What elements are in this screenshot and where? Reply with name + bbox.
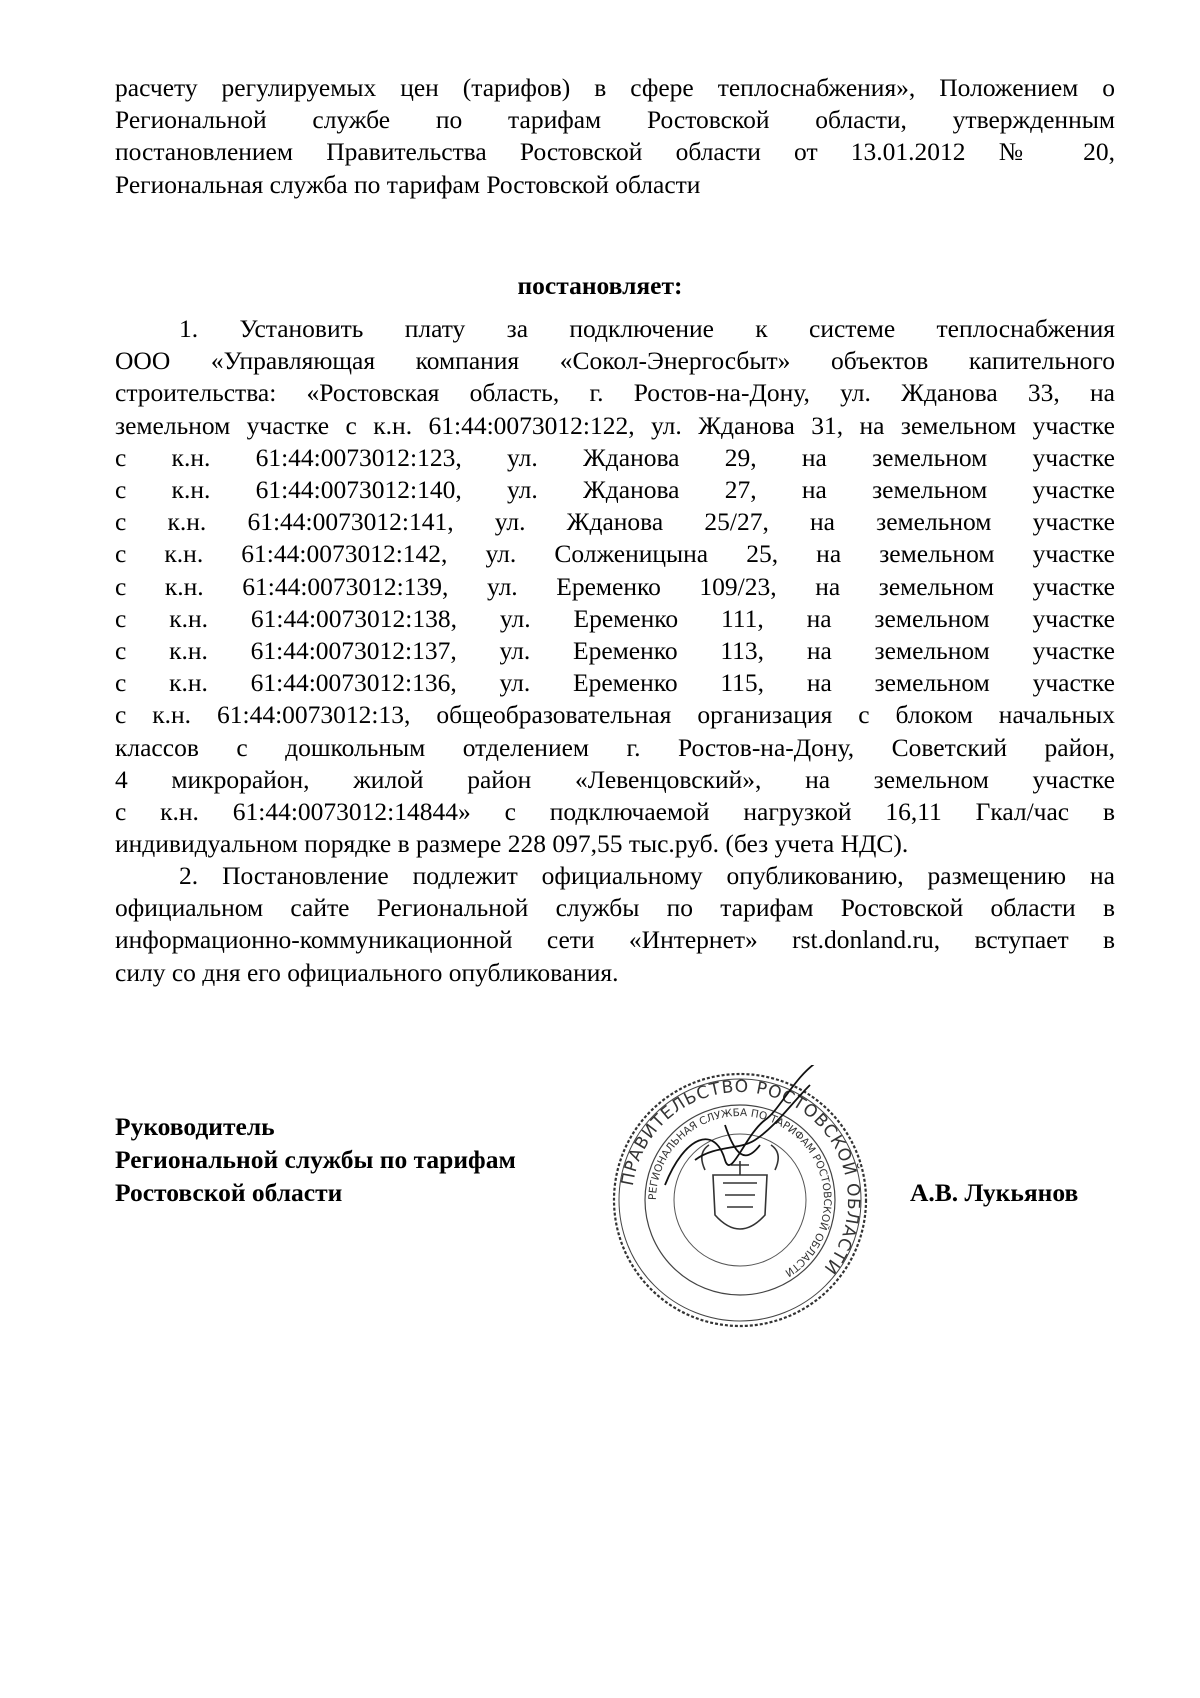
- item-1-line: 4 микрорайон, жилой район «Левенцовский», на земельном участке: [115, 764, 1115, 794]
- item-1-line: с к.н. 61:44:0073012:136, ул. Еременко 115, на земельном участке: [115, 668, 1115, 698]
- item-1-line: 1. Установить плату за подключение к системе теплоснабжения: [179, 314, 1115, 343]
- official-seal: [605, 1065, 875, 1335]
- item-1-line: с к.н. 61:44:0073012:14844» с подключаемой нагрузкой 16,11 Гкал/час в: [115, 797, 1115, 827]
- item-1-line: классов с дошкольным отделением г. Ростов-на-Дону, Советский район,: [115, 732, 1115, 762]
- item-1-line: ООО «Управляющая компания «Сокол-Энергосбыт» объектов капительного: [115, 346, 1115, 376]
- intro-line: постановлением Правительства Ростовской области от 13.01.2012 № 20,: [115, 137, 1115, 167]
- seal-inner-text: РЕГИОНАЛЬНАЯ СЛУЖБА ПО ТАРИФАМ РОСТОВСКОЙ ОБЛАСТИ: [646, 1106, 834, 1279]
- intro-paragraph: [115, 72, 1115, 201]
- signatory-name: А.В. Лукьянов: [910, 1178, 1079, 1207]
- signatory-line: Ростовской области: [115, 1178, 343, 1207]
- item-2-line: информационно-коммуникационной сети «Интернет» rst.donland.ru, вступает в: [115, 925, 1115, 955]
- item-1-line: с к.н. 61:44:0073012:137, ул. Еременко 113, на земельном участке: [115, 636, 1115, 666]
- intro-line: расчету регулируемых цен (тарифов) в сфере теплоснабжения», Положением о: [115, 73, 1115, 102]
- seal-outer-text: ПРАВИТЕЛЬСТВО РОСТОВСКОЙ ОБЛАСТИ: [617, 1076, 864, 1279]
- intro-line: Региональная служба по тарифам Ростовской области: [115, 169, 701, 199]
- item-1: [115, 313, 1115, 860]
- item-1-line: с к.н. 61:44:0073012:142, ул. Солженицына 25, на земельном участке: [115, 539, 1115, 569]
- item-1-line: земельном участке с к.н. 61:44:0073012:122, ул. Жданова 31, на земельном участке: [115, 410, 1115, 440]
- item-1-line: с к.н. 61:44:0073012:123, ул. Жданова 29, на земельном участке: [115, 442, 1115, 472]
- item-1-line: строительства: «Ростовская область, г. Ростов-на-Дону, ул. Жданова 33, на: [115, 378, 1115, 408]
- item-2: [115, 860, 1115, 989]
- item-1-line: с к.н. 61:44:0073012:138, ул. Еременко 111, на земельном участке: [115, 603, 1115, 633]
- resolution-heading: постановляет:: [517, 271, 683, 300]
- item-2-line: 2. Постановление подлежит официальному опубликованию, размещению на: [179, 861, 1115, 890]
- item-1-line: с к.н. 61:44:0073012:141, ул. Жданова 25/27, на земельном участке: [115, 507, 1115, 537]
- item-1-line: с к.н. 61:44:0073012:139, ул. Еременко 109/23, на земельном участке: [115, 571, 1115, 601]
- item-2-line: силу со дня его официального опубликования.: [115, 957, 619, 987]
- item-2-line: официальном сайте Региональной службы по тарифам Ростовской области в: [115, 893, 1115, 923]
- intro-line: Региональной службе по тарифам Ростовской области, утвержденным: [115, 105, 1115, 135]
- item-1-line: с к.н. 61:44:0073012:13, общеобразовательная организация с блоком начальных: [115, 700, 1115, 730]
- signatory-line: Руководитель: [115, 1112, 275, 1141]
- signatory-title: [115, 1110, 516, 1209]
- item-1-line: с к.н. 61:44:0073012:140, ул. Жданова 27, на земельном участке: [115, 475, 1115, 505]
- signatory-line: Региональной службы по тарифам: [115, 1145, 516, 1174]
- coat-of-arms-emblem: [702, 1145, 778, 1229]
- item-1-line: индивидуальном порядке в размере 228 097,55 тыс.руб. (без учета НДС).: [115, 829, 909, 859]
